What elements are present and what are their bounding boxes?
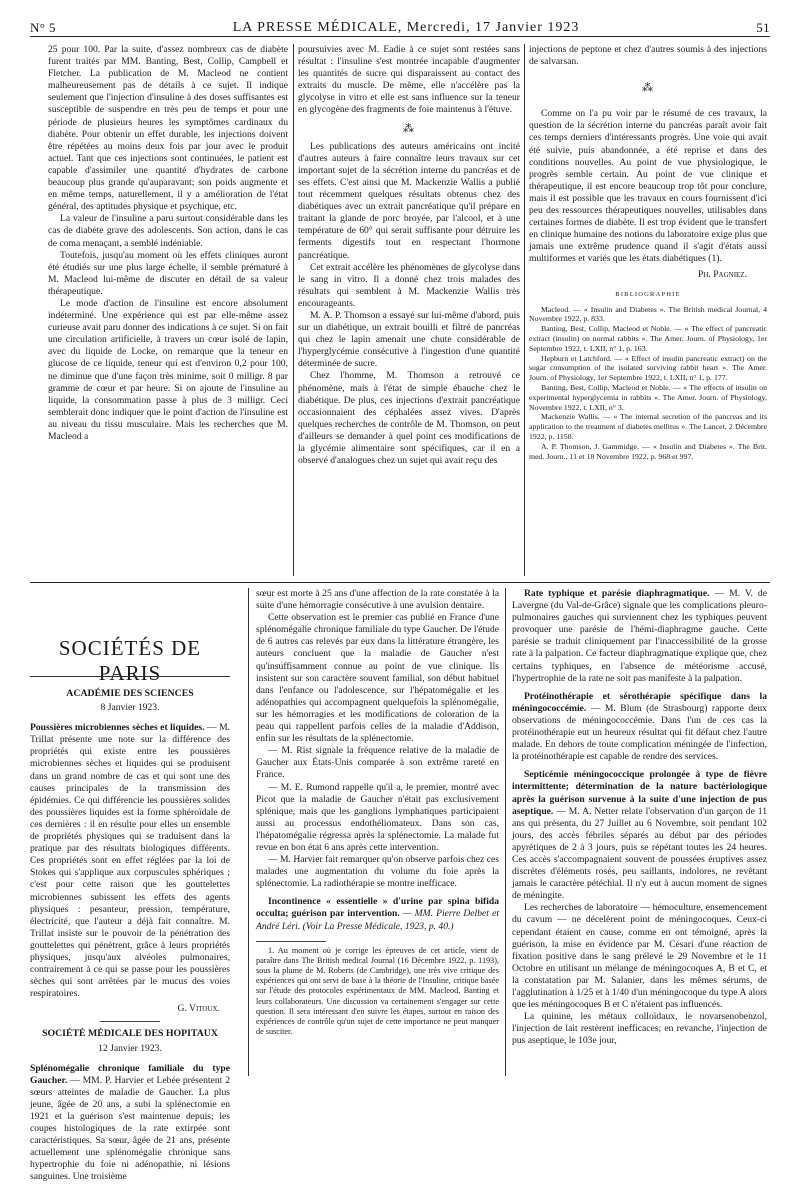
footnote: 1. Au moment où je corrige les épreuves de cet article, vient de paraître dans The British medical Journal (16 Décembre 1922, p. 1193), sous la plume de M. Roberts (de Cambridge), une très vive critique des expériences qui ont servi de base à la théorie de l'Insuline, critique basée sur l'étude des protocoles expérimentaux de MM. Macleod, Banting et leurs collaborateurs. Une discussion va certainement s'engager sur cette question. Il sera intéressant d'en suivre les étapes, surtout en raison des expériences de contrôle qu'un sujet de cette importance ne peut manquer de susciter. [256, 945, 499, 1037]
report-heading: Incontinence « essentielle » d'urine par spina bifida occulta; guérison par intervention. [256, 896, 499, 920]
bibliography-entry: Hepburn et Latchford. — « Effect of insulin pancreatic extract) on the sugar consumption of the isolated surviving rabbit heart ». The Amer. Journ. of Physiology, 1er Septembre 1922, t. LXII, n° 1, p. 177. [529, 353, 767, 383]
paragraph: — M. Rist signale la fréquence relative de la maladie de Gaucher aux États-Unis comparée à son extrême rareté en France. [256, 745, 499, 781]
paragraph: sœur est morte à 25 ans d'une affection de la rate constatée à la suite d'une hémorragie consécutive à une avulsion dentaire. [256, 588, 499, 612]
paragraph: La quinine, les métaux colloïdaux, le novarsenobenzol, l'injection de lait restèrent inefficaces; en revanche, l'injection de pus aseptique, le 103e jour, [512, 1011, 767, 1047]
report-text: — M. Trillat présente une note sur la différence des propriétés qui existe entre les poussières microbiennes sèches et liquides qui se produisent dans un grand nombre de cas et qui sont une des causes principales de la transmission des épidémies. Ce qui différencie les poussières solides des poussières liquides est la forme sphéroïdale de ces dernières : il en résulte pour elles un ensemble de propriétés physiques qui se traduisent dans la pratique par des résultats biologiques différents. Ces propriétés sont en effet réglées par la loi de Stokes qui s'applique aux corpuscules sphériques ; c'est pour cette raison que les gouttelettes microbiennes subissent les effets des agents physiques : pesanteur, pression, température, électricité, que l'auteur a déjà fait connaître. M. Trillat insiste sur le pouvoir de la pénétration des gouttelettes qui pénètrent, grâce à leurs propriétés physiques, jusqu'aux alvéoles pulmonaires, contrairement à ce qui se passe pour les poussières sèches qui sont arrêtées par le mucus des voies respiratoires. [30, 722, 230, 1000]
author-signature: Ph. Pagniez. [698, 268, 747, 280]
bibliography-entry: Mackenzie Wallis. — « The internal secretion of the pancreas and its application to the treatment of diabetes mellitus ». The Lancet, 2 Décembre 1922, p. 1158. [529, 412, 767, 442]
paragraph: Les recherches de laboratoire — hémoculture, ensemencement du cavum — ne décelèrent point de méningocoques. Ceux-ci cependant étaient en cause, comme en ont témoigné, après la guérison, la mise en évidence par M. Césari d'une réaction de fixation positive dans le sang prélevé le 29 Novembre et le 11 Octobre en utilisant un mélange de méningocoques A, B et C, et la constatation par M. Salanier, dans les mêmes sérums, de l'agglutination à 1/25 et à 1/40 d'un méningocoque du type A alors que les méningocoques B et C n'étaient pas influencés. [512, 902, 767, 1011]
footnote-rule [256, 941, 326, 942]
bibliography-title: BIBLIOGRAPHIE [615, 290, 681, 298]
report-paragraph [256, 896, 499, 932]
report-text: — M. A. Netter relate l'observation d'un garçon de 11 ans qui présenta, du 27 Juillet au 6 Novembre, soit pendant 102 jours, des accès fébriles séparés au début par des périodes apyrétiques de 2 à 3 jours, puis se répétant toutes les 24 heures. Ces accès s'accompagnaient souvent de poussées éruptives assez discrètes d'éléments rosés, peu saillants, indolores, ne revêtant jamais le caractère pétéchial. Il n'y eut à aucun moment de signes de méningite. [512, 805, 768, 902]
running-header [30, 14, 770, 37]
paragraph: Comme on l'a pu voir par le résumé de ces travaux, la question de la sécrétion interne du pancréas paraît avoir fait ces temps derniers d'intéressants progrès. Une voie qui avait été suivie, puis abandonnée, a été reprise et dans des conditions nouvelles. Au point de vue physiologique, le progrès semble certain. Au point de vue clinique et thérapeutique, il est encore beaucoup trop tôt pour conclure, mais il est possible que les travaux en cours fournissent d'ici peu des ressources thérapeutiques nouvelles, utilisables dans certaines formes de diabète. Il est trop évident que le transfert en clinique humaine des notions du laboratoire exige plus que jamais une extrême prudence quand il s'agit d'états aussi multiformes et variés que les états diabétiques (1). [529, 108, 767, 265]
report-paragraph [512, 691, 767, 764]
report-heading: Splénomégalie chronique familiale du type Gaucher. [30, 1062, 230, 1086]
session-date: 8 Janvier 1923. [100, 702, 160, 714]
section-break-stars: ⁂ [642, 82, 654, 95]
section-rule [30, 582, 770, 583]
report-text: — M. Blum (de Strasbourg) rapporte deux observations de méningococcémie. Dans l'un de ces cas la protéinothérapie eut un heureux résultat qui fit défaut chez l'autre malade. En dehors de toute complication méningée de l'infection, la protéinothérapie est capable de rendre des services. [512, 702, 767, 763]
column-divider [248, 588, 249, 1076]
page-number: 51 [756, 20, 770, 35]
society-title: SOCIÉTÉ MÉDICALE DES HOPITAUX [42, 1028, 218, 1040]
separator [100, 1021, 160, 1022]
column-divider [293, 44, 294, 576]
report-paragraph [30, 1063, 230, 1184]
paragraph: 25 pour 100. Par la suite, d'assez nombreux cas de diabète furent traités par MM. Banting, Best, Collip, Campbell et Fletcher. La publication de M. Macleod ne contient malheureusement pas de détails à ce sujet. Il indique seulement que l'injection d'insuline à des doses suffisantes est susceptible de suspendre en très peu de temps et pour une période de plusieurs heures les symptômes cardinaux du diabète. Pour obtenir un effet durable, les injections doivent être répétées au moins deux fois par jour avec le produit actuel. Tant que ces injections sont continuées, le patient est capable d'assimiler une quantité d'hydrates de carbone beaucoup plus grande qu'auparavant; son poids augmente et en même temps, naturellement, il y a amélioration de l'état général, des aptitudes physique et psychique, etc. [48, 44, 288, 213]
top-column-2 [298, 44, 520, 576]
paragraph: Le mode d'action de l'insuline est encore absolument indéterminé. Une expérience qui est par elle-même assez curieuse avait paru donner des indications à ce sujet. Si on fait une circulation artificielle, à travers un cœur isolé de lapin, avec du liquide de Locke, on remarque que la teneur en glucose de ce liquide, teneur qui est d'environ 0,2 pour 100, ne diminue que d'une façon très minime, soit 0 milligr. 8 par gramme de cœur et par heure. Si on ajoute de l'insuline au liquide, la consommation passe à plus de 3 milligr. Ceci semblerait donc indiquer que le point d'action de l'insuline est au niveau du tissu musculaire. Mais les recherches que M. Macleod a [48, 297, 288, 442]
report-paragraph [512, 588, 767, 685]
paragraph: Toutefois, jusqu'au moment où les effets cliniques auront été étudiés sur une plus large échelle, il semble prématuré à M. Macleod lui-même de discuter en détail de sa valeur thérapeutique. [48, 249, 288, 297]
issue-number: N° 5 [30, 20, 56, 35]
report-heading: Septicémie méningococcique prolongée à type de fièvre intermittente; détermination de la nature bactériologique après la guérison survenue à la suite d'une injection de pus aseptique. [512, 769, 767, 817]
paragraph: — M. E. Rumond rappelle qu'il a, le premier, montré avec Picot que la maladie de Gaucher n'était pas exclusivement splénique, mais que les ganglions lymphatiques participaient aussi au processus endothéliomateux. Dans son cas, l'hépatomégalie régressa après la splénectomie. La malade fut revue en bon état 6 ans après cette intervention. [256, 781, 499, 853]
paragraph: injections de peptone et chez d'autres soumis à des injections de salvarsan. [529, 44, 767, 68]
author-signature: G. Vitoux. [177, 1003, 220, 1015]
bibliography-entry: Macleod. — « Insulin and Diabetes ». The British medical Journal, 4 Novembre 1922, p. 833. [529, 304, 767, 324]
paragraph: poursuivies avec M. Eadie à ce sujet sont restées sans résultat : l'insuline s'est montrée incapable d'augmenter les quantités de sucre qui disparaissent au contact des extraits du muscle. De même, elle n'accélère pas la glycolyse in vitro et elle est sans influence sur la teneur en glycogène des fragments de foie maintenus à l'étuve. [298, 44, 520, 116]
bibliography-entry: A. P. Thomson, J. Gammidge. — « Insulin and Diabetes ». The Brit. med. Journ., 11 et 18 Novembre 1922, p. 968 et 997. [529, 441, 767, 461]
section-title: SOCIÉTÉS DE PARIS [58, 636, 202, 685]
report-heading: Poussières microbiennes sèches et liquides. [30, 722, 205, 734]
section-break-stars: ⁂ [403, 122, 415, 135]
report-heading: Rate typhique et parésie diaphragmatique. [524, 588, 710, 599]
paragraph: Cette observation est le premier cas publié en France d'une splénomégalie chronique familiale du type Gaucher. De l'étude de 6 autres cas relevés par eux dans la littérature étrangère, les auteurs concluent que la maladie de Gaucher n'est qu'insuffisamment connue au point de vue clinique. Ils insistent sur son caractère souvent familial, son début habituel dans l'enfance ou l'adolescence, sur l'hépatomégalie et les adénopathies qui accompagnent quelquefois la splénomégalie, sur les hémorragies et les modifications de coloration de la peau qui rappellent parfois celles de la maladie d'Addison, enfin sur les résultats de la splénectomie. [256, 612, 499, 745]
journal-title: LA PRESSE MÉDICALE, Mercredi, 17 Janvier 1923 [232, 20, 580, 35]
paragraph: M. A. P. Thomson a essayé sur lui-même d'abord, puis sur un diabétique, un extrait bouilli et filtré de pancréas qui chez le lapin amenait une chute considérable de l'hyperglycémie consécutive à l'ingestion d'une quantité déterminée de sucre. [298, 309, 520, 370]
society-title: ACADÉMIE DES SCIENCES [66, 688, 194, 699]
paragraph: — M. Harvier fait remarquer qu'on observe parfois chez ces malades une augmentation du volume du foie après la splénectomie. La radiothérapie se montre inefficace. [256, 854, 499, 890]
top-column-1 [48, 44, 288, 576]
report-text: — M. V. de Lavergne (du Val-de-Grâce) signale que les complications pleuro-pulmonaires gauches qui surviennent chez les typhiques peuvent provoquer une parésie de l'hémi-diaphragme gauche. Cette parésie se traduit cliniquement par l'inaccessibilité de la grosse rate à la palpation. Ce facteur diaphragmatique explique que, chez certains typhiques, en l'absence de météorisme accusé, l'hypertrophie de la rate ne soit pas manifeste à la palpation. [512, 588, 767, 684]
bottom-column-1 [30, 684, 230, 1183]
paragraph: Chez l'homme, M. Thomson a retrouvé ce phénomène, mais à l'état de simple ébauche chez le diabétique. De plus, ces injections d'extrait pancréatique occasionnaient des céphalées assez vives. D'après quelques recherches de contrôle de M. Thomson, on peut d'ailleurs se demander à quel point ces modifications de la glycémie alimentaire sont spécifiques, car il en a observé d'analogues chez un sujet qui avait reçu des [298, 370, 520, 467]
bottom-column-2 [256, 588, 499, 1076]
bibliography-entry: Banting, Best, Collip, Macleod et Noble. — « The effects of insulin on experimental hyperglycemia in rabbits ». The Amer. Journ. of Physiology, Novembre 1922, t. LXII, n° 3. [529, 383, 767, 412]
bibliography-entry: Banting, Best, Collip, Macleod et Noble. — « The effect of pancreatic extract (insulin) on normal rabbits ». The Amer. Journ. of Physiology, 1er Septembre 1922, t. LXII, n° 1, p. 163. [529, 324, 767, 353]
bottom-column-3 [512, 588, 767, 1076]
report-heading: Protéinothérapie et sérothérapie spécifique dans la méningococcémie. [512, 690, 767, 714]
report-paragraph [512, 769, 767, 902]
top-column-3 [529, 44, 767, 576]
report-text: — MM. Pierre Delbet et André Léri. (Voir La Presse Médicale, 1923, p. 40.) [256, 908, 499, 932]
paragraph: La valeur de l'insuline a paru surtout considérable dans les cas de diabète grave des adolescents. Son action, dans le cas de coma menaçant, a semblé indéniable. [48, 213, 288, 249]
report-paragraph [30, 722, 230, 1000]
column-divider [524, 44, 525, 576]
column-divider [505, 588, 506, 1076]
report-text: — MM. P. Harvier et Lebée présentent 2 sœurs atteintes de maladie de Gaucher. La plus jeune, âgée de 20 ans, a subi la splénectomie en 1921 et la guérison s'est maintenue depuis; les coupes histologiques de la rate extirpée sont caractéristiques. Sa sœur, âgée de 21 ans, présente actuellement une splénomégalie chronique sans hypertrophie du foie ni adénopathie, ni lésions sanguines. Une troisième [30, 1074, 230, 1183]
section-title-rule [30, 676, 230, 677]
paragraph: Cet extrait accélère les phénomènes de glycolyse dans le sang in vitro. Il a donné chez trois malades des résultats qui semblent à M. Mackenzie Wallis très encourageants. [298, 261, 520, 309]
paragraph: Les publications des auteurs américains ont incité d'autres auteurs à faire connaître leurs travaux sur cet important sujet de la sécrétion interne du pancréas et de ses effets. C'est ainsi que M. Mackenzie Wallis a publié tout récemment quelques résultats obtenus chez des diabétiques avec un extrait pancréatique qu'il prépare en traitant la glande de porc broyée, par l'alcool, et à une température de 60° qui serait suffisante pour détruire les ferments digestifs tout en respectant l'hormone pancréatique. [298, 140, 520, 261]
session-date: 12 Janvier 1923. [98, 1042, 162, 1054]
